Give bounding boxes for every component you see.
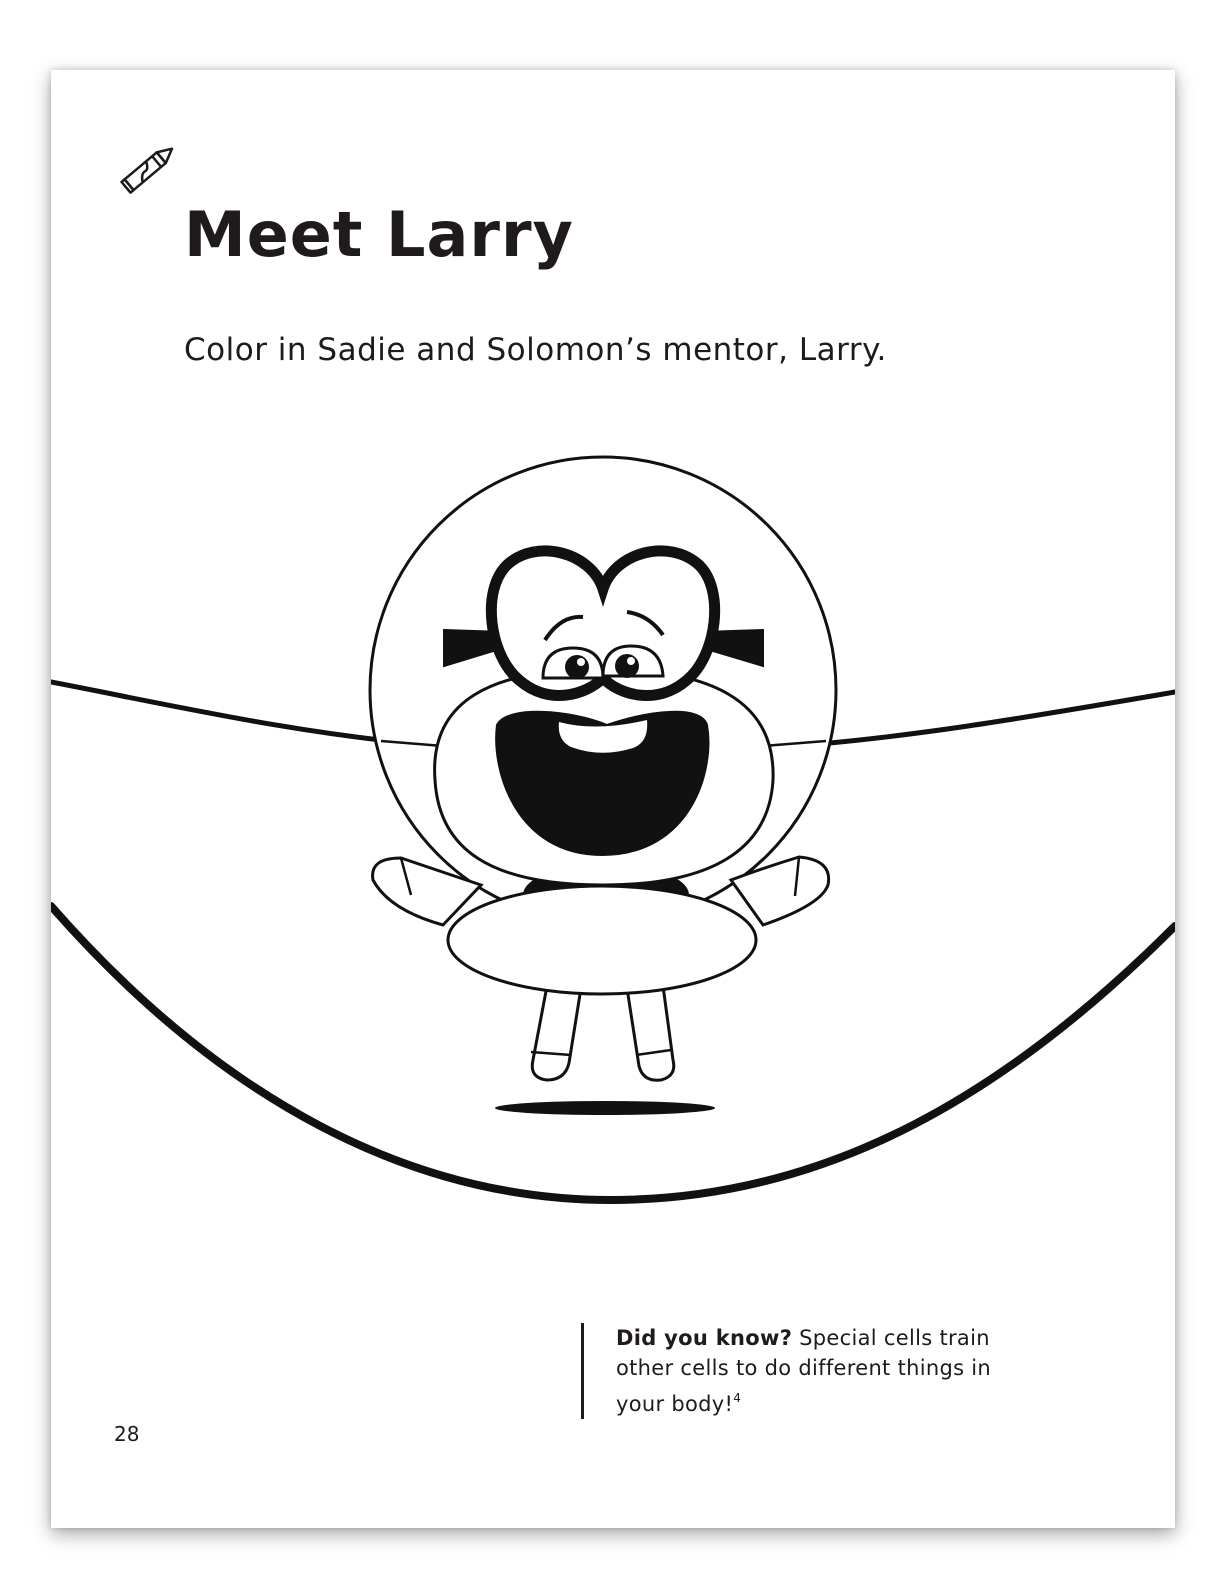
page-instructions: Color in Sadie and Solomon’s mentor, Larry. bbox=[184, 332, 887, 368]
page-number: 28 bbox=[114, 1422, 140, 1446]
larry-character bbox=[370, 457, 836, 1080]
coloring-page bbox=[51, 70, 1175, 1528]
page-title: Meet Larry bbox=[184, 198, 574, 271]
fact-footnote: 4 bbox=[733, 1391, 742, 1405]
larry-coloring-illustration bbox=[51, 70, 1175, 1528]
fact-lead: Did you know? bbox=[616, 1326, 793, 1350]
did-you-know-callout bbox=[581, 1323, 1036, 1419]
fact-body: Special cells train other cells to do different things in your body! bbox=[616, 1326, 992, 1416]
ground-shadow bbox=[495, 1101, 715, 1115]
